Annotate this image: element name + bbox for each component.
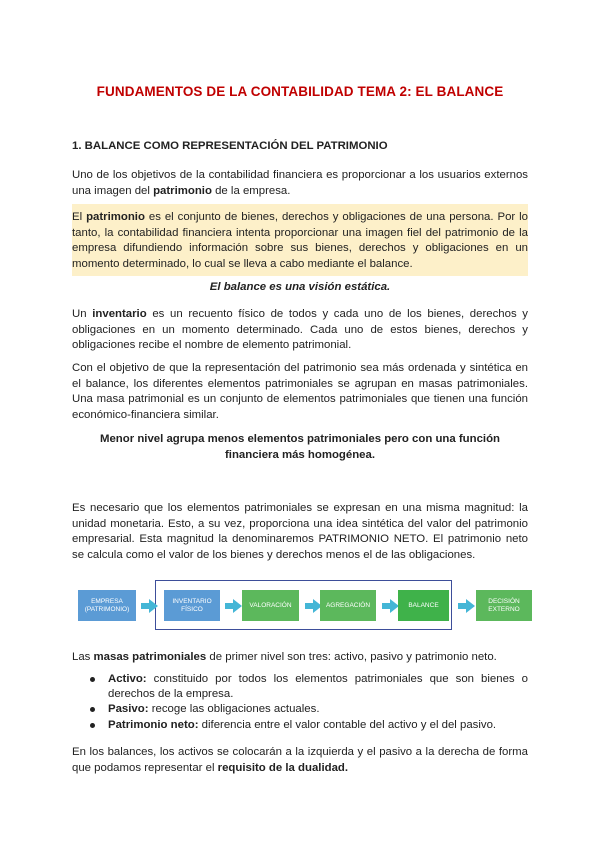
step-inventario: INVENTARIO FÍSICO [164,590,220,621]
p1-text-end: de la empresa. [211,184,291,197]
list-item [72,718,528,733]
p1-text: Uno de los objetivos de la contabilidad financiera es proporcionar a los usuarios externos una imagen del [72,169,528,197]
paragraph-closing [72,745,528,776]
list-item [72,672,528,702]
paragraph-inventario [72,307,528,354]
bullet-icon [90,723,95,728]
closing-text: En los balances, los activos se colocarán a la izquierda y el pasivo a la derecha de forma que podamos representar el [72,746,528,774]
section-heading: 1. BALANCE COMO REPRESENTACIÓN DEL PATRIMONIO [72,140,388,152]
step-agregacion: AGREGACIÓN [320,590,376,621]
highlighted-paragraph [72,204,528,276]
arrow-icon [466,599,475,613]
p4-text: Un [72,308,93,320]
closing-bold: requisito de la dualidad. [217,761,349,774]
list-text: diferencia entre el valor contable del activo y el del pasivo. [198,718,497,731]
paragraph-masas: Con el objetivo de que la representación del patrimonio sea más ordenada y sintética en el balance, los diferentes elementos patrimoniales se agrupan en masas patrimoniales. Una masa patrimonial es un conjunto de elementos patrimoniales que tienen una función económico-financiera similar. [72,362,528,421]
step-balance: BALANCE [398,590,449,621]
arrow-icon [233,599,242,613]
p1-bold: patrimonio [153,184,212,197]
arrow-icon [149,599,158,613]
masas-intro-bold: masas patrimoniales [93,651,207,663]
step-decision: DECISIÓN EXTERNO [476,590,532,621]
masas-list [72,672,528,733]
list-text: recoge las obligaciones actuales. [148,703,320,716]
p4-bold: inventario [92,308,147,320]
paragraph-patrimonio-neto: Es necesario que los elementos patrimoniales se expresan en una misma magnitud: la unidad monetaria. Esto, a su vez, proporciona una idea sintética del valor del patrimonio empresarial. Esta magnitud la denominaremos PATRIMONIO NETO. El patrimonio neto se calcula como el valor de los bienes y derechos menos el de las obligaciones. [72,502,528,561]
bold-statement: Menor nivel agrupa menos elementos patrimoniales pero con una función financiera más homogénea. [99,433,500,461]
p2-bold: patrimonio [86,211,145,223]
paragraph-1 [72,168,528,199]
p2-text-end: es el conjunto de bienes, derechos y obligaciones de una persona. Por lo tanto, la contabilidad financiera intenta proporcionar una imagen fiel del patrimonio de la empresa difundiendo información sobre sus bienes, derechos y obligaciones en un momento determinado, lo cual se lleva a cabo mediante el balance. [72,211,528,270]
paragraph-masas-intro [72,650,528,666]
step-empresa: EMPRESA (PATRIMONIO) [78,590,136,621]
p4-text-end: es un recuento físico de todos y cada uno de los bienes, derechos y obligaciones en un momento determinado. Cada uno de estos bienes, derechos y obligaciones recibe el nombre de elemento patrimonial. [72,308,528,352]
masas-intro-end: de primer nivel son tres: activo, pasivo y patrimonio neto. [206,651,497,663]
list-term: Activo: [108,673,147,685]
emphasis-line: El balance es una visión estática. [209,281,391,293]
step-valoracion: VALORACIÓN [242,590,299,621]
process-diagram [72,580,542,632]
list-term: Patrimonio neto: [108,718,199,731]
list-item [72,702,528,717]
document-title: FUNDAMENTOS DE LA CONTABILIDAD TEMA 2: EL BALANCE [96,84,504,99]
masas-intro-text: Las [72,651,94,663]
list-text: constituido por todos los elementos patrimoniales que son bienes o derechos de la empresa. [108,673,528,701]
bullet-icon [90,707,95,712]
list-term: Pasivo: [108,703,149,716]
p2-text: El [72,211,87,223]
bullet-icon [90,677,95,682]
